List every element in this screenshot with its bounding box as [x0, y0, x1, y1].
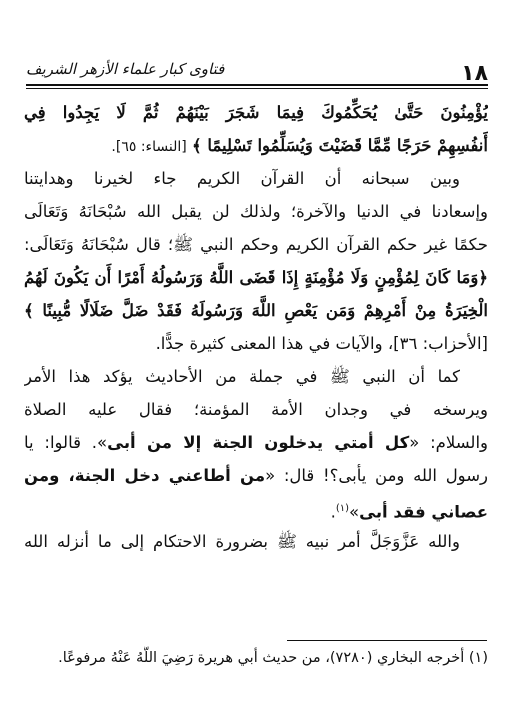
- text-run: »: [349, 502, 360, 522]
- text-run: والسلام: «: [409, 433, 488, 452]
- page-number: ١٨: [461, 61, 488, 86]
- hadith-text: عصاني فقد أبى: [359, 502, 488, 522]
- quran-verse-line: [24, 129, 488, 162]
- paragraph-line: كما أن النبي ﷺ في جملة من الأحاديث يؤكد هذا الأمر: [24, 367, 460, 386]
- body-text: [24, 96, 488, 558]
- hadith-text: كل أمتي يدخلون الجنة إلا من أبى: [107, 433, 410, 452]
- header-rule: [26, 84, 488, 86]
- running-title: فتاوى كبار علماء الأزهر الشريف: [26, 60, 225, 78]
- footnote-marker[interactable]: (١): [335, 503, 350, 514]
- text-run: رسول الله ومن يأبى؟! قال: «: [265, 466, 488, 485]
- paragraph-line: [24, 492, 488, 525]
- paragraph-line: وإسعادنا في الدنيا والآخرة؛ ولذلك لن يقبل الله سُبْحَانَهُ وَتَعَالَى: [24, 202, 488, 221]
- footnote: (١) أخرجه البخاري (٧٢٨٠)، من حديث أبي هريرة رَضِيَ اللَّهُ عَنْهُ مرفوعًا.: [58, 650, 488, 666]
- text-run: .: [330, 502, 336, 522]
- hadith-text: من أطاعني دخل الجنة، ومن: [24, 466, 266, 485]
- paragraph-line: [24, 459, 488, 492]
- quran-verse-line: يُؤْمِنُونَ حَتَّىٰ يُحَكِّمُوكَ فِيمَا شَجَرَ بَيْنَهُمْ ثُمَّ لَا يَجِدُوا فِي: [24, 103, 488, 122]
- paragraph-line: ويرسخه في وجدان الأمة المؤمنة؛ فقال عليه الصلاة: [24, 400, 488, 419]
- paragraph-line: وبين سبحانه أن القرآن الكريم جاء لخيرنا وهدايتنا: [24, 169, 460, 188]
- quran-verse-line: الْخِيَرَةُ مِنْ أَمْرِهِمْ وَمَن يَعْصِ اللَّهَ وَرَسُولَهُ فَقَدْ ضَلَّ ضَلَالًا مُّبِينًا ﴾: [24, 301, 488, 320]
- text-run: ». قالوا: يا: [24, 433, 108, 452]
- quran-verse-text: أَنفُسِهِمْ حَرَجًا مِّمَّا قَضَيْتَ وَيُسَلِّمُوا تَسْلِيمًا ﴾: [192, 136, 488, 155]
- paragraph-line: [الأحزاب: ٣٦]، والآيات في هذا المعنى كثيرة جدًّا.: [155, 334, 488, 353]
- page-header: [26, 58, 488, 92]
- header-rule-thin: [26, 88, 488, 89]
- verse-reference: [النساء: ٦٥].: [111, 139, 187, 155]
- quran-verse-line: ﴿وَمَا كَانَ لِمُؤْمِنٍ وَلَا مُؤْمِنَةٍ إِذَا قَضَى اللَّهُ وَرَسُولُهُ أَمْرًا أَن يَكُونَ لَهُمُ: [24, 268, 488, 287]
- paragraph-line: والله عَزَّوَجَلَّ أمر نبيه ﷺ بضرورة الاحتكام إلى ما أنزله الله: [24, 532, 460, 551]
- footnote-separator: [287, 640, 487, 641]
- paragraph-line: [24, 426, 488, 459]
- paragraph-line: حكمًا غير حكم القرآن الكريم وحكم النبي ﷺ؛ قال سُبْحَانَهُ وَتَعَالَى:: [24, 235, 488, 254]
